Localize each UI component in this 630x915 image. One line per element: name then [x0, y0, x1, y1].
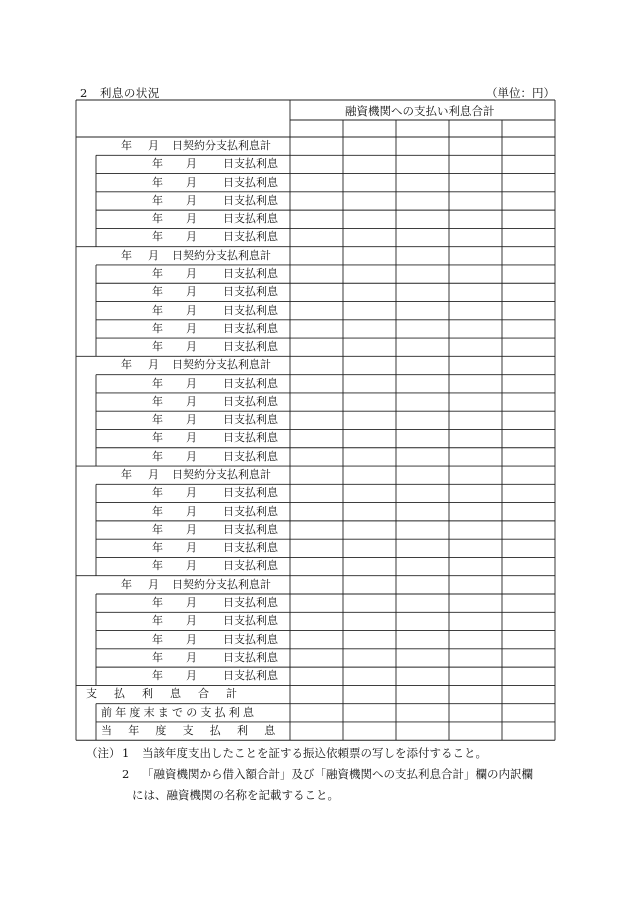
group-5-row-4-month-label: 月 — [186, 650, 197, 664]
group-4-total-label: 日契約分支払利息計 — [172, 468, 271, 482]
group-4-row-2-month-label: 月 — [186, 504, 197, 518]
group-1-row-5-year-label: 年 — [152, 230, 163, 244]
group-4-row-3-year-label: 年 — [152, 522, 163, 536]
group-4-row-2-year-label: 年 — [152, 504, 163, 518]
group-4-row-5-interest-label: 日支払利息 — [223, 559, 278, 573]
group-3-year-label: 年 — [121, 358, 132, 372]
group-3-row-2-year-label: 年 — [152, 394, 163, 408]
group-2-row-2-interest-label: 日支払利息 — [223, 285, 278, 299]
group-3-total-label: 日契約分支払利息計 — [172, 358, 271, 372]
group-3-row-1-interest-label: 日支払利息 — [223, 376, 278, 390]
notes-prefix: （注） — [86, 746, 121, 760]
group-1-row-3-month-label: 月 — [186, 193, 197, 207]
previous-years-label: 前年度末までの支払利息 — [101, 705, 258, 719]
group-2-row-3-interest-label: 日支払利息 — [223, 303, 278, 317]
group-5-row-5-month-label: 月 — [186, 669, 197, 683]
group-1-row-2-interest-label: 日支払利息 — [223, 175, 278, 189]
current-year-label: 当 年 度 支 払 利 息 — [101, 723, 278, 737]
group-3-row-4-month-label: 月 — [186, 431, 197, 445]
group-4-row-2-interest-label: 日支払利息 — [223, 504, 278, 518]
group-4-row-1-interest-label: 日支払利息 — [223, 486, 278, 500]
group-5-row-4-year-label: 年 — [152, 650, 163, 664]
group-3-row-4-interest-label: 日支払利息 — [223, 431, 278, 445]
group-1-year-label: 年 — [121, 139, 132, 152]
note-2-continuation: には、融資機関の名称を記載すること。 — [132, 788, 339, 802]
group-2-row-3-year-label: 年 — [152, 303, 163, 317]
group-3-month-label: 月 — [148, 358, 159, 372]
group-5-row-5-year-label: 年 — [152, 669, 163, 683]
group-5-total-label: 日契約分支払利息計 — [172, 577, 271, 591]
note-2-number: 2 — [122, 767, 130, 781]
total-label: 支 払 利 息 合 計 — [86, 687, 240, 701]
note-2-text: 「融資機関から借入額合計」及び「融資機関への支払利息合計」欄の内訳欄 — [142, 767, 533, 781]
group-1-row-5-interest-label: 日支払利息 — [223, 230, 278, 244]
group-5-row-3-month-label: 月 — [186, 632, 197, 646]
group-3-row-5-interest-label: 日支払利息 — [223, 449, 278, 463]
group-4-row-5-month-label: 月 — [186, 559, 197, 573]
section-title: 2 利息の状況 — [80, 86, 160, 100]
group-1-row-3-year-label: 年 — [152, 193, 163, 207]
group-2-row-5-month-label: 月 — [186, 340, 197, 354]
group-2-row-1-month-label: 月 — [186, 266, 197, 280]
group-1-row-3-interest-label: 日支払利息 — [223, 193, 278, 207]
group-4-row-3-interest-label: 日支払利息 — [223, 522, 278, 536]
group-2-row-1-interest-label: 日支払利息 — [223, 266, 278, 280]
group-4-row-4-month-label: 月 — [186, 541, 197, 555]
group-1-row-1-month-label: 月 — [186, 157, 197, 171]
group-5-row-2-interest-label: 日支払利息 — [223, 614, 278, 628]
group-5-month-label: 月 — [148, 577, 159, 591]
group-4-row-1-month-label: 月 — [186, 486, 197, 500]
group-2-row-5-interest-label: 日支払利息 — [223, 340, 278, 354]
group-2-total-label: 日契約分支払利息計 — [172, 248, 271, 262]
group-1-row-4-interest-label: 日支払利息 — [223, 212, 278, 226]
group-2-row-3-month-label: 月 — [186, 303, 197, 317]
group-1-row-5-month-label: 月 — [186, 230, 197, 244]
group-1-total-label: 日契約分支払利息計 — [172, 139, 271, 152]
group-4-row-1-year-label: 年 — [152, 486, 163, 500]
group-1-row-2-month-label: 月 — [186, 175, 197, 189]
group-3-row-1-month-label: 月 — [186, 376, 197, 390]
group-5-row-3-year-label: 年 — [152, 632, 163, 646]
group-2-row-4-year-label: 年 — [152, 321, 163, 335]
group-4-row-3-month-label: 月 — [186, 522, 197, 536]
group-4-month-label: 月 — [148, 468, 159, 482]
note-1-text: 当該年度支出したことを証する振込依頼票の写しを添付すること。 — [142, 746, 487, 760]
group-3-row-5-year-label: 年 — [152, 449, 163, 463]
group-3-row-5-month-label: 月 — [186, 449, 197, 463]
group-5-row-1-year-label: 年 — [152, 596, 163, 609]
group-2-row-2-year-label: 年 — [152, 285, 163, 299]
column-header: 融資機関への支払い利息合計 — [345, 104, 495, 118]
group-2-row-4-interest-label: 日支払利息 — [223, 321, 278, 335]
group-1-month-label: 月 — [148, 139, 159, 152]
group-1-row-1-interest-label: 日支払利息 — [223, 157, 278, 171]
group-5-row-5-interest-label: 日支払利息 — [223, 669, 278, 683]
group-3-row-4-year-label: 年 — [152, 431, 163, 445]
group-1-row-4-year-label: 年 — [152, 212, 163, 226]
group-3-row-2-month-label: 月 — [186, 394, 197, 408]
group-3-row-3-year-label: 年 — [152, 413, 163, 427]
group-1-row-4-month-label: 月 — [186, 212, 197, 226]
group-5-row-1-month-label: 月 — [186, 596, 197, 609]
group-4-year-label: 年 — [121, 468, 132, 482]
group-5-row-2-year-label: 年 — [152, 614, 163, 628]
unit-label: （単位：円） — [486, 86, 555, 100]
group-2-row-4-month-label: 月 — [186, 321, 197, 335]
group-3-row-3-month-label: 月 — [186, 413, 197, 427]
note-1-number: 1 — [122, 746, 130, 760]
group-5-row-4-interest-label: 日支払利息 — [223, 650, 278, 664]
group-2-year-label: 年 — [121, 248, 132, 262]
group-4-row-5-year-label: 年 — [152, 559, 163, 573]
group-3-row-2-interest-label: 日支払利息 — [223, 394, 278, 408]
group-1-row-2-year-label: 年 — [152, 175, 163, 189]
group-2-row-2-month-label: 月 — [186, 285, 197, 299]
group-5-row-2-month-label: 月 — [186, 614, 197, 628]
group-3-row-3-interest-label: 日支払利息 — [223, 413, 278, 427]
group-5-row-1-interest-label: 日支払利息 — [223, 596, 278, 609]
group-5-year-label: 年 — [121, 577, 132, 591]
group-2-row-5-year-label: 年 — [152, 340, 163, 354]
group-2-row-1-year-label: 年 — [152, 266, 163, 280]
group-4-row-4-interest-label: 日支払利息 — [223, 541, 278, 555]
group-3-row-1-year-label: 年 — [152, 376, 163, 390]
group-4-row-4-year-label: 年 — [152, 541, 163, 555]
group-5-row-3-interest-label: 日支払利息 — [223, 632, 278, 646]
group-1-row-1-year-label: 年 — [152, 157, 163, 171]
group-2-month-label: 月 — [148, 248, 159, 262]
